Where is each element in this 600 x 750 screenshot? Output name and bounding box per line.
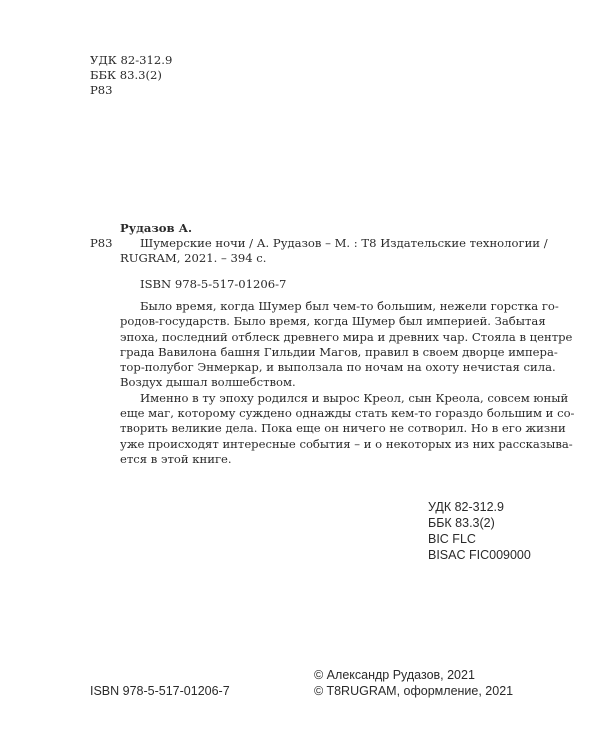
annotation-line: Воздух дышал волшебством.	[120, 375, 296, 390]
annotation-line: родов-государств. Было время, когда Шумер был империей. Забытая	[120, 314, 546, 329]
bisac-code: BISAC FIC009000	[428, 548, 531, 562]
bbk-code: ББК 83.3(2)	[90, 68, 162, 82]
author-name: Рудазов А.	[120, 221, 193, 235]
copyright-author: © Александр Рудазов, 2021	[314, 668, 475, 682]
annotation-line: эпоха, последний отблеск древнего мира и древних чар. Стояла в центре	[120, 329, 573, 344]
record-isbn: ISBN 978-5-517-01206-7	[140, 277, 287, 291]
author-mark: Р83	[90, 83, 113, 97]
annotation-line: Было время, когда Шумер был чем-то большим, нежели горстка го-	[140, 299, 559, 313]
copyright-design: © T8RUGRAM, оформление, 2021	[314, 684, 514, 698]
citation-line: RUGRAM, 2021. – 394 с.	[120, 251, 267, 265]
record-author-mark: Р83	[90, 236, 113, 250]
annotation-line: еще маг, которому суждено однажды стать кем-то гораздо большим и со-	[120, 406, 575, 421]
annotation-line: уже происходят интересные события – и о некоторых из них рассказыва-	[120, 436, 573, 451]
udk-code: УДК 82-312.9	[90, 53, 173, 67]
citation-line: Шумерские ночи / А. Рудазов – М. : Т8 Издательские технологии /	[140, 236, 548, 250]
bic-code: BIC FLC	[428, 532, 476, 546]
annotation-line: Именно в ту эпоху родился и вырос Креол, сын Креола, совсем юный	[140, 390, 569, 405]
annotation	[120, 299, 575, 467]
annotation-line: ется в этой книге.	[120, 451, 232, 466]
annotation-line: тор-полубог Энмеркар, и выползала по ночам на охоту нечистая сила.	[120, 360, 556, 375]
annotation-line: творить великие дела. Пока еще он ничего не сотворил. Но в его жизни	[120, 421, 566, 436]
udk-code: УДК 82-312.9	[428, 500, 504, 514]
footer-isbn: ISBN 978-5-517-01206-7	[90, 684, 230, 698]
bbk-code: ББК 83.3(2)	[428, 516, 495, 530]
annotation-line: града Вавилона башня Гильдии Магов, правил в своем дворце импера-	[120, 344, 558, 359]
